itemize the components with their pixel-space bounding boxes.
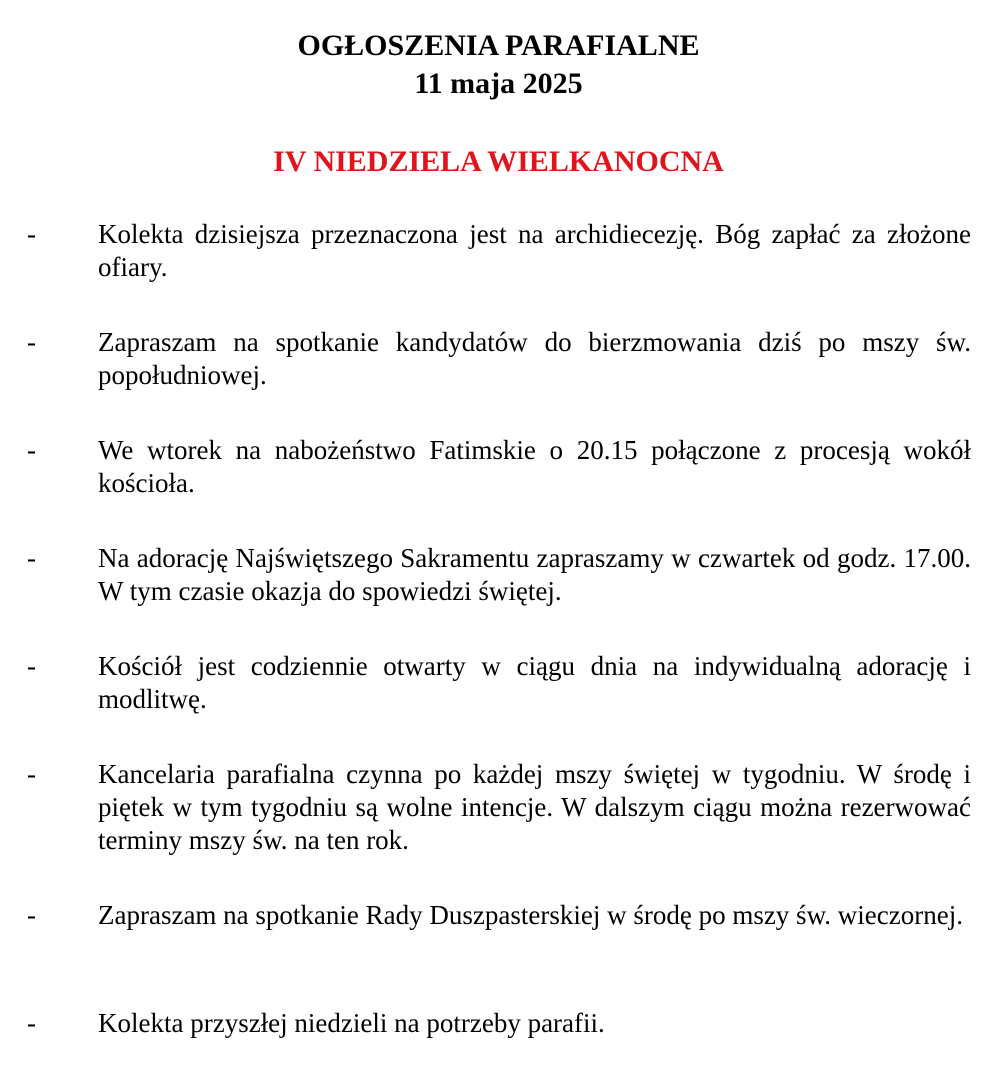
bullet-dash: -: [27, 1008, 36, 1038]
announcements-list: [0, 218, 1007, 1082]
announcement-item: [0, 1007, 1007, 1040]
announcement-item: [0, 326, 1007, 392]
bullet-dash: -: [27, 219, 36, 249]
announcement-text: Zapraszam na spotkanie kandydatów do bierzmowania dziś po mszy św. popołudniowej.: [98, 327, 971, 390]
announcement-text: Kancelaria parafialna czynna po każdej mszy świętej w tygodniu. W środę i piętek w tym tygodniu są wolne intencje. W dalszym ciągu można rezerwować terminy mszy św. na ten rok.: [98, 759, 971, 855]
announcement-item: [0, 434, 1007, 500]
bullet-dash: -: [27, 900, 36, 930]
announcement-item: [0, 218, 1007, 284]
announcement-text: Kościół jest codziennie otwarty w ciągu dnia na indywidualną adorację i modlitwę.: [98, 651, 971, 714]
bullet-dash: -: [27, 543, 36, 573]
announcement-text: Kolekta dzisiejsza przeznaczona jest na archidiecezję. Bóg zapłać za złożone ofiary.: [98, 219, 971, 282]
announcement-text: We wtorek na nabożeństwo Fatimskie o 20.15 połączone z procesją wokół kościoła.: [98, 435, 971, 498]
bullet-dash: -: [27, 759, 36, 789]
announcement-item: [0, 650, 1007, 716]
bullet-dash: -: [27, 435, 36, 465]
announcement-text: Zapraszam na spotkanie Rady Duszpasterskiej w środę po mszy św. wieczornej.: [98, 900, 963, 930]
liturgical-subtitle: IV NIEDZIELA WIELKANOCNA: [273, 145, 724, 178]
page-date: 11 maja 2025: [414, 67, 583, 100]
page-title: OGŁOSZENIA PARAFIALNE: [297, 29, 700, 62]
announcement-item: [0, 899, 1007, 965]
bullet-dash: -: [27, 651, 36, 681]
announcement-text: Kolekta przyszłej niedzieli na potrzeby parafii.: [98, 1008, 605, 1038]
announcement-item: [0, 758, 1007, 857]
bullet-dash: -: [27, 327, 36, 357]
announcement-item: [0, 542, 1007, 608]
announcement-text: Na adorację Najświętszego Sakramentu zapraszamy w czwartek od godz. 17.00. W tym czasie okazja do spowiedzi świętej.: [98, 543, 971, 606]
